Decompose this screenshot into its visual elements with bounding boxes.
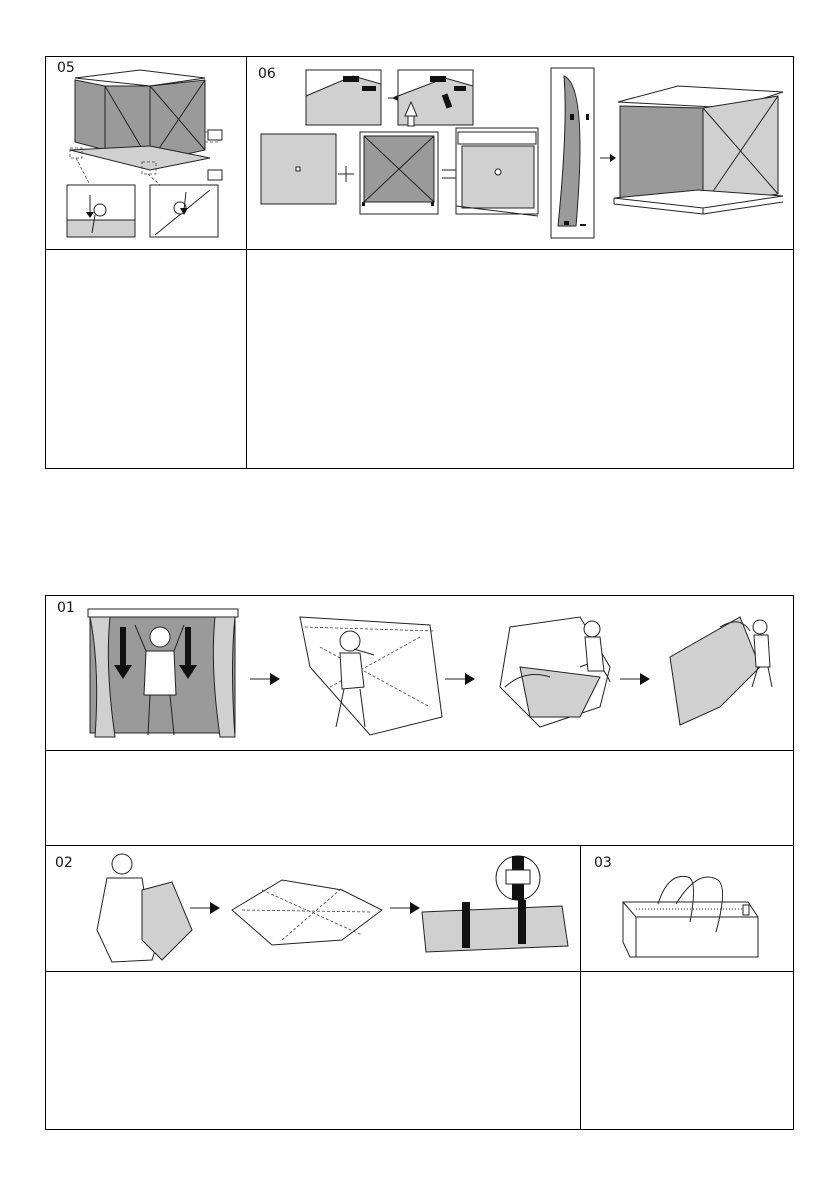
takedown-step-01-divider bbox=[45, 750, 794, 751]
takedown-step-02-03-divider-vertical bbox=[580, 845, 581, 1130]
step-02-number: 02 bbox=[55, 855, 73, 871]
setup-table-divider-vertical bbox=[246, 56, 247, 469]
step-05-number: 05 bbox=[57, 60, 75, 76]
step-02-illustration bbox=[82, 850, 577, 968]
step-01-number: 01 bbox=[57, 600, 75, 616]
takedown-step-02-03-divider-horizontal bbox=[45, 971, 794, 972]
setup-table-divider-horizontal bbox=[45, 249, 794, 250]
step-06-number: 06 bbox=[258, 66, 276, 82]
step-03-number: 03 bbox=[594, 855, 612, 871]
step-05-illustration bbox=[60, 70, 235, 245]
step-01-illustration bbox=[80, 607, 780, 747]
step-06-illustration bbox=[258, 66, 788, 241]
step-03-illustration bbox=[618, 872, 763, 962]
